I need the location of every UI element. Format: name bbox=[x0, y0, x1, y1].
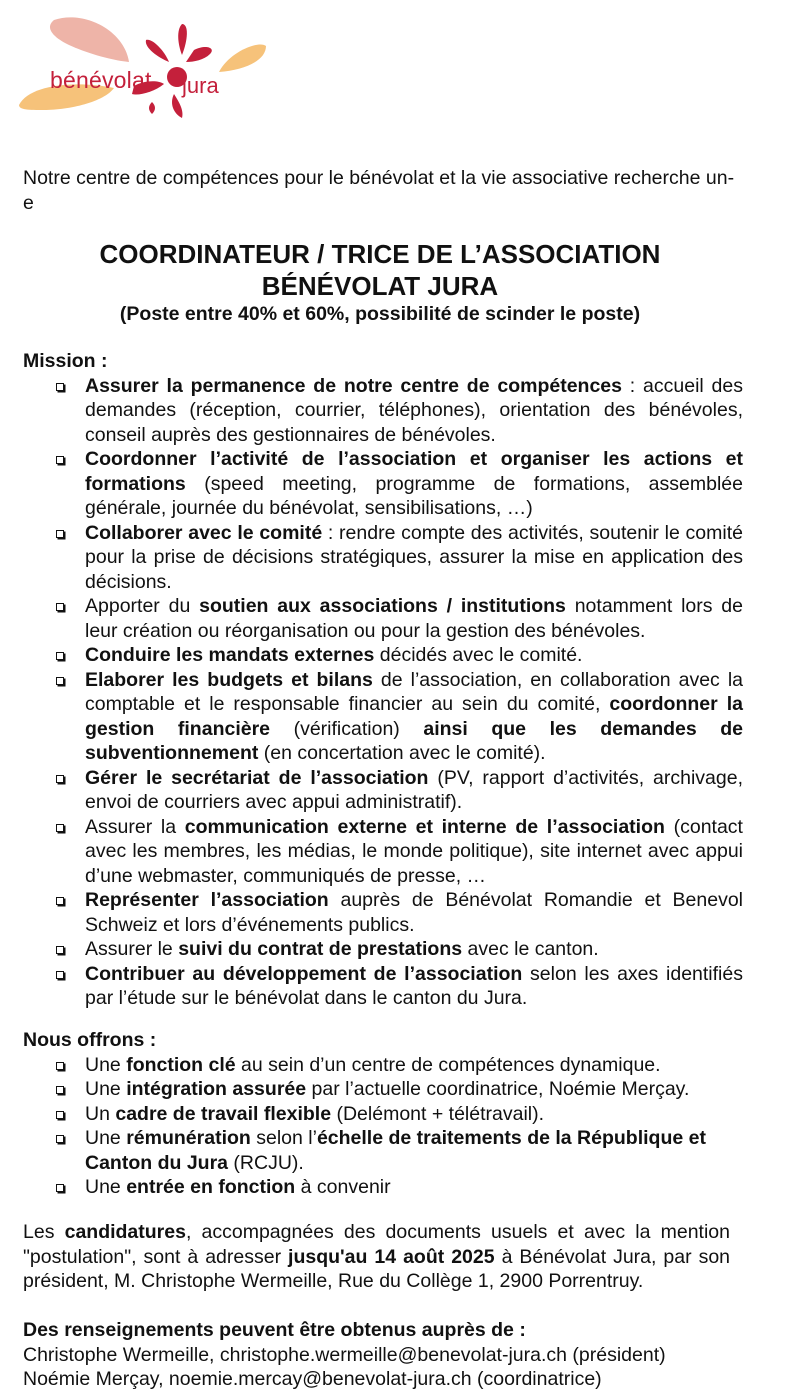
checkbox-bullet-icon bbox=[56, 456, 64, 464]
offer-item: Une entrée en fonction à convenir bbox=[23, 1175, 743, 1200]
offer-heading: Nous offrons : bbox=[23, 1029, 157, 1051]
mission-heading: Mission : bbox=[23, 350, 108, 372]
mission-item: Conduire les mandats externes décidés avec le comité. bbox=[23, 643, 743, 668]
application-paragraph: Les candidatures, accompagnées des documents usuels et avec la mention "postulation", sont à adresser jusqu'au 14 août 2025 à Bénévolat Jura, par son président, M. Christophe Wermeille, Rue du Collège 1, 2900 Porrentruy. bbox=[23, 1221, 731, 1292]
mission-item: Elaborer les budgets et bilans de l’association, en collaboration avec la comptable et le responsable financier au sein du comité, coordonner la gestion financière (vérification) ainsi que les demandes de subventionnement (en concertation avec le comité). bbox=[23, 668, 743, 766]
contact-president: Christophe Wermeille, christophe.wermeille@benevolat-jura.ch (président) bbox=[23, 1343, 666, 1366]
job-title-line-2: BÉNÉVOLAT JURA bbox=[261, 271, 499, 301]
checkbox-bullet-icon bbox=[56, 1086, 64, 1094]
checkbox-bullet-icon bbox=[56, 1111, 64, 1119]
mission-item: Coordonner l’activité de l’association et organiser les actions et formations (speed meeting, programme de formations, assemblée générale, journée du bénévolat, sensibilisations, …) bbox=[23, 447, 743, 521]
offer-section bbox=[23, 1028, 743, 1200]
checkbox-bullet-icon bbox=[56, 946, 64, 954]
checkbox-bullet-icon bbox=[56, 383, 64, 391]
checkbox-bullet-icon bbox=[56, 677, 64, 685]
mission-item: Contribuer au développement de l’association selon les axes identifiés par l’étude sur le bénévolat dans le canton du Jura. bbox=[23, 962, 743, 1011]
offer-item: Une rémunération selon l’échelle de traitements de la République et Canton du Jura (RCJU). bbox=[23, 1126, 743, 1175]
checkbox-bullet-icon bbox=[56, 971, 64, 979]
intro-text: Notre centre de compétences pour le bénévolat et la vie associative recherche un-e bbox=[23, 167, 735, 214]
job-title bbox=[20, 238, 740, 302]
contact-coordinator: Noémie Merçay, noemie.mercay@benevolat-jura.ch (coordinatrice) bbox=[23, 1368, 602, 1390]
offer-item: Une intégration assurée par l’actuelle coordinatrice, Noémie Merçay. bbox=[23, 1077, 743, 1102]
offer-item: Une fonction clé au sein d’un centre de compétences dynamique. bbox=[23, 1053, 743, 1078]
mission-item: Assurer le suivi du contrat de prestations avec le canton. bbox=[23, 937, 743, 962]
logo-word-benevolat: bénévolat bbox=[50, 67, 152, 93]
mission-item: Collaborer avec le comité : rendre compte des activités, soutenir le comité pour la prise de décisions stratégiques, assurer la mise en application des décisions. bbox=[23, 521, 743, 595]
checkbox-bullet-icon bbox=[56, 824, 64, 832]
offer-list bbox=[23, 1053, 743, 1200]
job-title-line-1: COORDINATEUR / TRICE DE L’ASSOCIATION bbox=[99, 239, 661, 269]
checkbox-bullet-icon bbox=[56, 652, 64, 660]
checkbox-bullet-icon bbox=[56, 1062, 64, 1070]
mission-item: Assurer la permanence de notre centre de compétences : accueil des demandes (réception, courrier, téléphones), orientation des bénévoles, conseil auprès des gestionnaires de bénévoles. bbox=[23, 374, 743, 448]
mission-item: Assurer la communication externe et interne de l’association (contact avec les membres, les médias, le monde politique), site internet avec appui d’une webmaster, communiqués de presse, … bbox=[23, 815, 743, 889]
mission-item: Apporter du soutien aux associations / institutions notamment lors de leur création ou réorganisation ou pour la gestion des bénévoles. bbox=[23, 594, 743, 643]
contacts-section bbox=[23, 1318, 743, 1392]
mission-item: Représenter l’association auprès de Bénévolat Romandie et Benevol Schweiz et lors d’événements publics. bbox=[23, 888, 743, 937]
checkbox-bullet-icon bbox=[56, 1135, 64, 1143]
checkbox-bullet-icon bbox=[56, 897, 64, 905]
job-subtitle: (Poste entre 40% et 60%, possibilité de scinder le poste) bbox=[119, 303, 641, 325]
logo bbox=[14, 10, 274, 125]
offer-item: Un cadre de travail flexible (Delémont + télétravail). bbox=[23, 1102, 743, 1127]
mission-list bbox=[23, 374, 743, 1011]
logo-word-jura: jura bbox=[182, 73, 219, 98]
mission-item: Gérer le secrétariat de l’association (PV, rapport d’activités, archivage, envoi de courriers avec appui administratif). bbox=[23, 766, 743, 815]
contacts-heading: Des renseignements peuvent être obtenus auprès de : bbox=[23, 1319, 526, 1341]
checkbox-bullet-icon bbox=[56, 530, 64, 538]
checkbox-bullet-icon bbox=[56, 775, 64, 783]
checkbox-bullet-icon bbox=[56, 1184, 64, 1192]
mission-section bbox=[23, 349, 743, 1011]
checkbox-bullet-icon bbox=[56, 603, 64, 611]
